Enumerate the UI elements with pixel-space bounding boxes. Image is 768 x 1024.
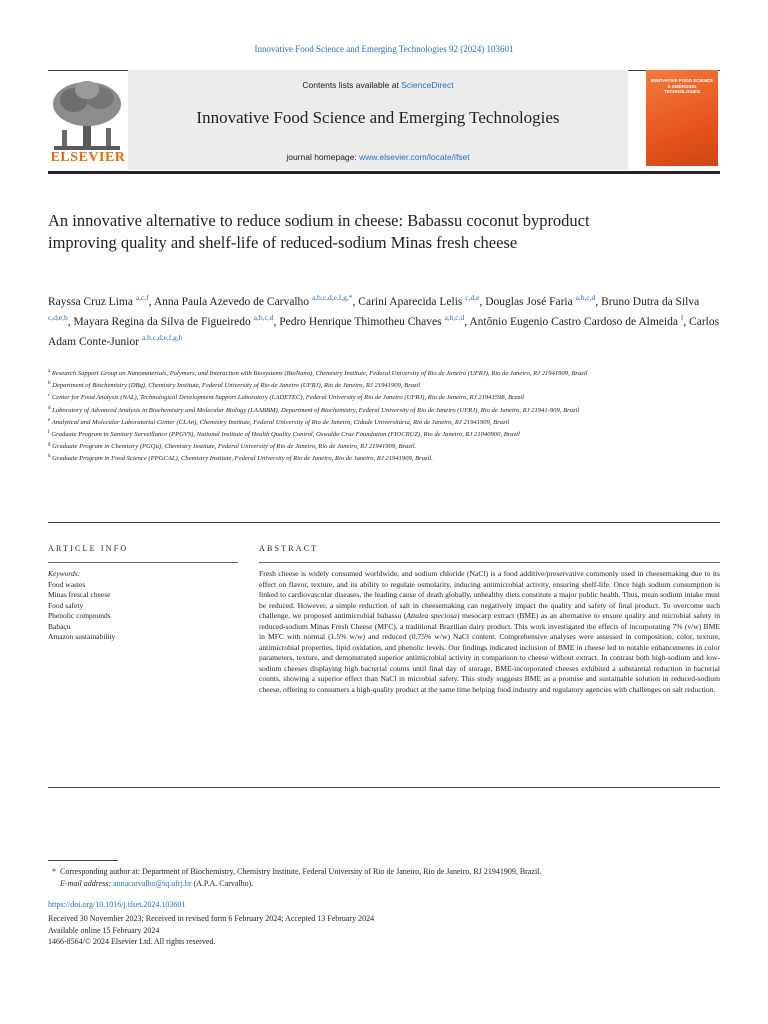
author-name[interactable]: Rayssa Cruz Lima: [48, 295, 133, 308]
corresponding-footnote: [48, 866, 720, 890]
affiliation-text: Analytical and Molecular Laboratorial Center (CLAn), Chemistry Institute, Federal University of Rio de Janeiro, Cidade Universitária, Rio de Janeiro, RJ 21941909, Brazil: [51, 418, 510, 426]
keyword-item: Phenolic compounds: [48, 611, 111, 620]
online-date: Available online 15 February 2024: [48, 925, 160, 935]
affiliation-item: [48, 440, 628, 452]
header-bottom-rule: [48, 171, 720, 174]
author-affiliation-marks[interactable]: c,d,e: [465, 293, 480, 302]
article-info-heading: ARTICLE INFO: [48, 544, 129, 553]
author-name[interactable]: Douglas José Faria: [485, 295, 573, 308]
author-affiliation-marks[interactable]: a,b,c,d: [444, 312, 465, 322]
corresponding-author: Corresponding author at: Department of Biochemistry, Chemistry Institute, Federal University of Rio de Janeiro, Rio de Janeiro, RJ 21941909, Brazil.: [60, 867, 542, 876]
journal-homepage-link[interactable]: www.elsevier.com/locate/ifset: [359, 152, 470, 162]
keyword-item: Food wastes: [48, 579, 86, 589]
abstract-part-1: Fresh cheese is widely consumed worldwide, and sodium chloride (NaCl) is a food additive/preservative commonly used in cheesemaking due to its effect on flavor, texture, and its ability to regulate osmolarity, inducing antimicrobial activity, ensuring shelf-life. Once high sodium consumption is linked to cardiovascular diseases, the leading cause of death globally, unhealthy diets constitute a major public health. Thus, mean sodium intake must be reduced. However, a simple reduction of salt in cheesemaking can negatively impact the quality and safety of final product. To overcome such challenge, we proposed antimicrobial babassu (: [259, 569, 720, 621]
sciencedirect-link[interactable]: ScienceDirect: [401, 80, 454, 90]
affiliation-mark: c: [48, 393, 51, 399]
affiliation-mark: h: [48, 454, 51, 460]
abstract-part-2: ) mesocarp extract (BME) as an alternative to ensure quality and microbial safety in reduced-sodium Minas Fresh Cheese (MFC), a traditional Brazilian dairy product. This work investigated the effects of incorporating 7% (v/w) BME in MFC with normal (1.5% w/w) and reduced (0.75% w/w) NaCl content. Comprehensive analyses were assessed in composition, color, texture, antimicrobial properties, lipid oxidation, and phenolic levels. Our findings indicated inclusion of BME in cheese led to notable enhancements in color parameters, texture, and demonstrated superior antimicrobial activity in comparison to cheese without extract. In contrast both high-sodium and low-sodium cheeses displaying high bacterial counts until final day of storage, BME-incorporated cheeses exhibited a substantial reduction in bacterial counts, showing a superior effect than NaCl in microbial safety. This study suggests BME as a promise and sustainable solution in reduced-sodium cheese, offering to consumers a high-quality product at the same time helping food industry and regulatory agencies with challenges on salt reduction.: [259, 611, 721, 695]
journal-citation[interactable]: Innovative Food Science and Emerging Technologies 92 (2024) 103601: [254, 44, 514, 54]
contents-line: [128, 80, 628, 90]
affiliation-mark: d: [48, 405, 51, 411]
affiliations-rule: [48, 522, 720, 523]
footnote-mark: *: [52, 867, 56, 876]
affiliation-item: [48, 452, 628, 464]
keyword-item: Food safety: [48, 600, 84, 610]
affiliation-item: [48, 428, 628, 440]
author-name[interactable]: Antônio Eugenio Castro Cardoso de Almeida: [469, 315, 678, 328]
keywords-block: [48, 569, 228, 643]
affiliation-mark: b: [48, 381, 51, 387]
affiliation-text: Graduate Program in Food Science (PPGCAL), Chemistry Institute, Federal University of Rio de Janeiro, Rio de Janeiro, RJ 21941909, Brazil.: [52, 455, 433, 463]
email-suffix: (A.P.A. Carvalho).: [191, 879, 254, 888]
affiliation-item: [48, 367, 628, 379]
affiliation-item: [48, 391, 628, 403]
abstract-heading: ABSTRACT: [259, 544, 319, 553]
homepage-line: [128, 152, 628, 162]
article-title: An innovative alternative to reduce sodium in cheese: Babassu coconut byproduct improving quality and shelf-life of reduced-sodium Minas fresh cheese: [48, 211, 590, 252]
author-affiliation-marks[interactable]: f: [680, 312, 684, 322]
author-affiliation-marks[interactable]: a,b,c,d: [253, 312, 274, 322]
email-line: [48, 878, 720, 890]
journal-cover-image[interactable]: [646, 70, 718, 166]
author-list: Rayssa Cruz Lima $^{a,c,f}$, Anna Paula Azevedo de Carvalho $^{a,b,c,d,e,f,g,*}$, Carini Aparecida Lelis $^{c,d,e}$, Douglas José Faria $^{a,b,c,d}$, Bruno Dutra da Silva $^{c,d,e,h}$, Mayara Regina da Silva de Figueiredo $^{a,b,c,d}$, Pedro Henrique Thimotheu Chaves $^{a,b,c,d}$, Antônio Eugenio Castro Cardoso de Almeida $^f$, Carlos Adam Conte-Junior $^{a,b,c,d,e,f,g,h}$: [48, 293, 720, 348]
species-name: Attalea speciosa: [406, 611, 457, 621]
author-affiliation-marks[interactable]: a,c,f: [135, 293, 149, 302]
journal-banner: [48, 70, 628, 174]
affiliation-text: Department of Biochemistry (DBq), Chemistry Institute, Federal University of Rio de Janeiro (UFRJ), Rio de Janeiro, RJ 21941909, Brazil: [52, 382, 421, 390]
elsevier-tree-logo-icon: [48, 78, 126, 152]
affiliation-text: Center for Food Analysis (NAL), Technological Development Support Laboratory (LADETEC), Federal University of Rio de Janeiro (UFRJ), Rio de Janeiro, RJ 21941598, Brazil: [51, 394, 525, 402]
keyword-item: Amazon sustainability: [48, 632, 116, 641]
affiliation-mark: e: [48, 417, 51, 423]
affiliation-mark: g: [48, 442, 51, 448]
author-affiliation-marks[interactable]: a,b,c,d: [575, 293, 596, 302]
affiliation-mark: f: [48, 429, 50, 435]
affiliation-text: Research Support Group on Nanomaterials, Polymers, and Interaction with Biosystems (BioNano), Chemistry Institute, Federal University of Rio de Janeiro (UFRJ), Rio de Janeiro, RJ 21941909, Brazil: [51, 370, 588, 378]
affiliation-item: [48, 379, 628, 391]
elsevier-wordmark[interactable]: ELSEVIER: [50, 150, 126, 165]
affiliation-list: [48, 367, 628, 465]
contents-prefix: Contents lists available at: [302, 80, 402, 90]
copyright: 1466-8564/© 2024 Elsevier Ltd. All rights reserved.: [48, 937, 216, 946]
email-link[interactable]: annacarvalho@iq.ufrj.br: [113, 879, 192, 888]
author-affiliation-marks[interactable]: c,d,e,h: [48, 312, 68, 322]
keyword-item: Minas frescal cheese: [48, 590, 111, 599]
doi-link[interactable]: https://doi.org/10.1016/j.ifset.2024.103601: [48, 900, 186, 909]
received-dates: Received 30 November 2023; Received in revised form 6 February 2024; Accepted 13 February 2024: [48, 914, 375, 923]
keywords-label: Keywords:: [48, 569, 81, 578]
abstract-rule: [259, 562, 720, 563]
author-name[interactable]: Bruno Dutra da Silva: [601, 295, 700, 308]
abstract-bottom-rule: [48, 787, 720, 788]
banner-panel: [128, 70, 628, 170]
footnote-rule: [48, 860, 118, 861]
author-affiliation-marks[interactable]: a,b,c,d,e,f,g,*: [311, 293, 353, 302]
keyword-item: Babaçu: [48, 621, 71, 631]
author-name[interactable]: Carini Aparecida Lelis: [358, 295, 463, 308]
affiliation-text: Laboratory of Advanced Analysis in Biochemistry and Molecular Biology (LAABBM), Department of Biochemistry, Federal University of Rio de Janeiro (UFRJ), Rio de Janeiro, RJ 21941-909, Brazil: [52, 406, 580, 414]
author-affiliation-marks[interactable]: a,b,c,d,e,f,g,h: [141, 332, 183, 342]
author-name[interactable]: Pedro Henrique Thimotheu Chaves: [279, 315, 442, 328]
homepage-prefix: journal homepage:: [286, 152, 360, 162]
affiliation-text: Graduate Program in Chemistry (PGQu), Chemistry Institute, Federal University of Rio de Janeiro, Rio de Janeiro, RJ 21941909, Brazil.: [52, 443, 417, 451]
affiliation-text: Graduate Program in Sanitary Surveillance (PPGVS), National Institute of Health Quality Control, Oswaldo Cruz Foundation (FIOCRUZ), Rio de Janeiro, RJ 21040900, Brazil: [51, 431, 520, 439]
affiliation-item: [48, 404, 628, 416]
author-name[interactable]: Carlos Adam Conte-Junior: [48, 315, 720, 348]
abstract-text: [259, 569, 720, 696]
email-label: E-mail address:: [60, 879, 112, 888]
article-info-rule: [48, 562, 238, 563]
corresponding-author-line: [48, 866, 720, 878]
cover-title: INNOVATIVE FOOD SCIENCE & EMERGING TECHNOLOGIES: [650, 78, 714, 94]
affiliation-item: [48, 416, 628, 428]
affiliation-mark: a: [48, 369, 51, 374]
author-name[interactable]: Mayara Regina da Silva de Figueiredo: [73, 315, 251, 328]
author-name[interactable]: Anna Paula Azevedo de Carvalho: [153, 295, 310, 308]
journal-title: Innovative Food Science and Emerging Technologies: [196, 108, 560, 127]
publication-dates: [48, 913, 374, 948]
